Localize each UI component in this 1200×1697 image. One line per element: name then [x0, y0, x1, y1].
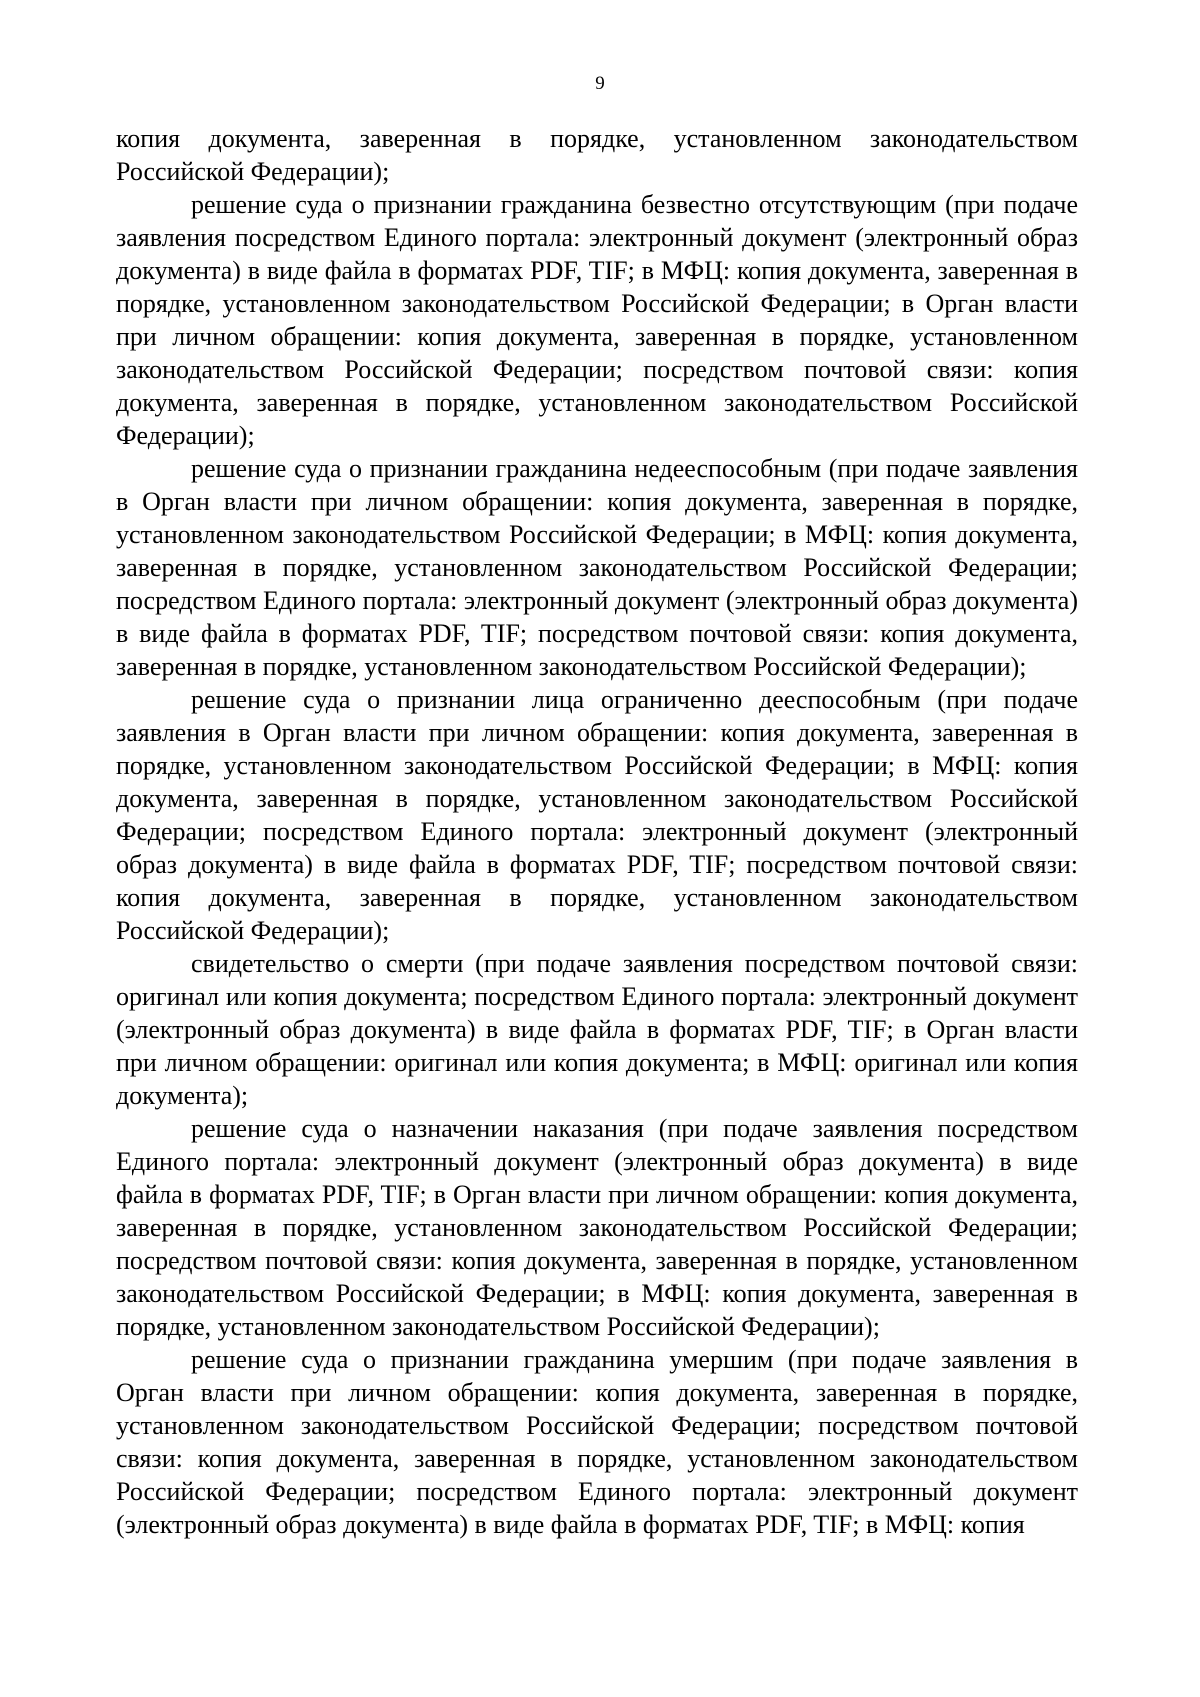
document-body [116, 122, 1078, 1541]
paragraph-court-decision-deceased: решение суда о признании гражданина умершим (при подаче заявления в Орган власти при личном обращении: копия документа, заверенная в порядке, установленном законодательством Российской Федерации; посредством почтовой связи: копия документа, заверенная в порядке, установленном законодательством Российской Федерации; посредством Единого портала: электронный документ (электронный образ документа) в виде файла в форматах PDF, TIF; в МФЦ: копия [116, 1345, 1078, 1539]
paragraph-court-decision-punishment: решение суда о назначении наказания (при подаче заявления посредством Единого портала: электронный документ (электронный образ документа) в виде файла в форматах PDF, TIF; в Орган власти при личном обращении: копия документа, заверенная в порядке, установленном законодательством Российской Федерации; посредством почтовой связи: копия документа, заверенная в порядке, установленном законодательством Российской Федерации; в МФЦ: копия документа, заверенная в порядке, установленном законодательством Российской Федерации); [116, 1114, 1078, 1341]
paragraph-court-decision-missing-person: решение суда о признании гражданина безвестно отсутствующим (при подаче заявления посредством Единого портала: электронный документ (электронный образ документа) в виде файла в форматах PDF, TIF; в МФЦ: копия документа, заверенная в порядке, установленном законодательством Российской Федерации; в Орган власти при личном обращении: копия документа, заверенная в порядке, установленном законодательством Российской Федерации; посредством почтовой связи: копия документа, заверенная в порядке, установленном законодательством Российской Федерации); [116, 190, 1078, 450]
paragraph-court-decision-limited-capacity: решение суда о признании лица ограниченно дееспособным (при подаче заявления в Орган власти при личном обращении: копия документа, заверенная в порядке, установленном законодательством Российской Федерации; в МФЦ: копия документа, заверенная в порядке, установленном законодательством Российской Федерации; посредством Единого портала: электронный документ (электронный образ документа) в виде файла в форматах PDF, TIF; посредством почтовой связи: копия документа, заверенная в порядке, установленном законодательством Российской Федерации); [116, 685, 1078, 945]
paragraph-court-decision-incapacitated: решение суда о признании гражданина недееспособным (при подаче заявления в Орган власти при личном обращении: копия документа, заверенная в порядке, установленном законодательством Российской Федерации; в МФЦ: копия документа, заверенная в порядке, установленном законодательством Российской Федерации; посредством Единого портала: электронный документ (электронный образ документа) в виде файла в форматах PDF, TIF; посредством почтовой связи: копия документа, заверенная в порядке, установленном законодательством Российской Федерации); [116, 454, 1078, 681]
page-number: 9 [595, 73, 605, 94]
paragraph-document-copy-ending: копия документа, заверенная в порядке, установленном законодательством Российской Федерации); [116, 124, 1078, 186]
paragraph-death-certificate: свидетельство о смерти (при подаче заявления посредством почтовой связи: оригинал или копия документа; посредством Единого портала: электронный документ (электронный образ документа) в виде файла в форматах PDF, TIF; в Орган власти при личном обращении: оригинал или копия документа; в МФЦ: оригинал или копия документа); [116, 949, 1078, 1110]
